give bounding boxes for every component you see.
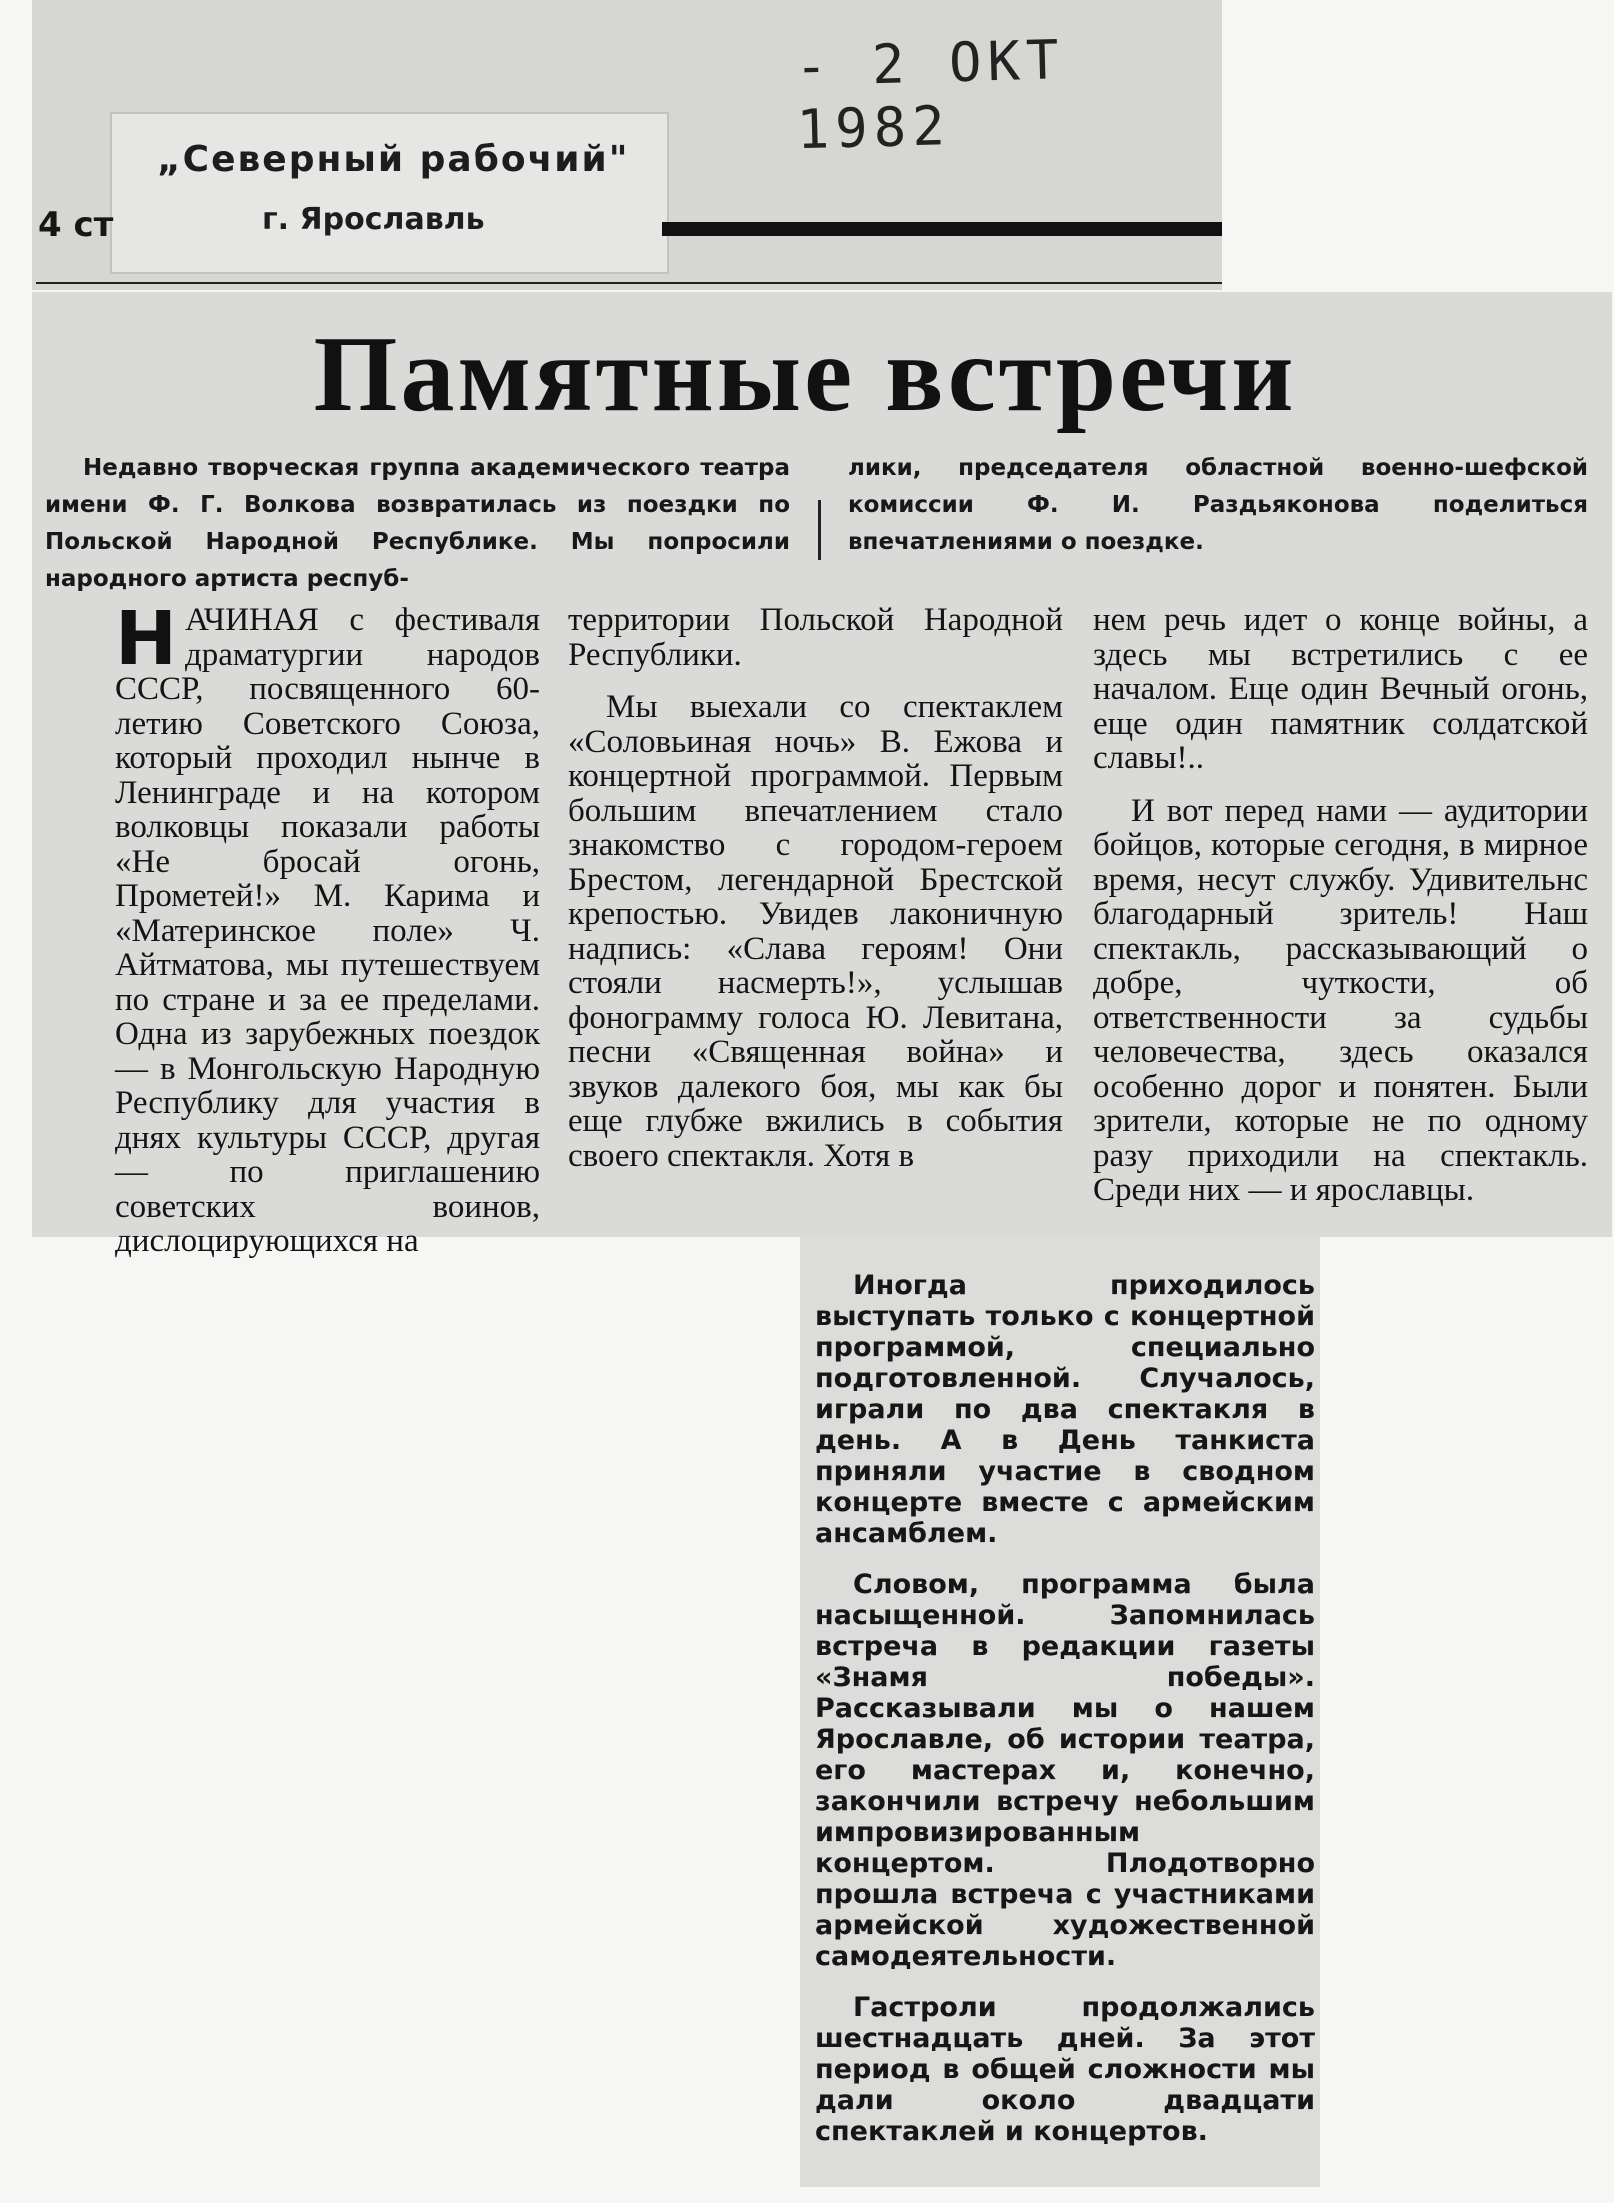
column-3-paragraph-2: И вот перед нами — аудитории бойцов, которые сегодня, в мирное время, несут службу. Удивительнс благодарный зритель! Наш спектакль, рассказывающий о добре, чуткости, об ответственности за судьбы человечества, здесь оказался особенно дорог и понятен. Были зрители, которые не по одному разу приходили на спектакль. Среди них — и ярославцы. xyxy=(1093,792,1588,1208)
article-continuation-column xyxy=(815,1270,1315,2147)
column-1-text: АЧИНАЯ с фестиваля драматургии народов СССР, посвященного 60-летию Советского Союза, который проходил нынче в Ленинграде и на котором волковцы показали работы «Не бросай огонь, Прометей!» М. Карима и «Материнское поле» Ч. Айтматова, мы путешествуем по стране и за ее пределами. Одна из зарубежных поездок — в Монгольскую Народную Республику для участия в днях культуры СССР, другая — по приглашению советских воинов, дислоцирующихся на xyxy=(115,602,540,1259)
column-2-paragraph-2: Мы выехали со спектаклем «Соловьиная ночь» В. Ежова и концертной программой. Первым большим впечатлением стало знакомство с городом-героем Брестом, легендарной Брестской крепостью. Увидев лаконичную надпись: «Слава героям! Они стояли насмерть!», услышав фонограмму голоса Ю. Левитана, песни «Священная война» и звуков далекого боя, мы как бы еще глубже вжились в события своего спектакля. Хотя в xyxy=(568,689,1063,1174)
newspaper-stamp xyxy=(110,112,669,274)
stamp-city: г. Ярославль xyxy=(262,202,485,237)
continuation-paragraph-1: Иногда приходилось выступать только с концертной программой, специально подготовленной. Случалось, играли по два спектакля в день. А в День танкиста приняли участие в сводном концерте вместе с армейским ансамблем. xyxy=(815,1270,1315,1549)
header-rule-thin xyxy=(36,282,1222,284)
article-column-1 xyxy=(115,596,540,1259)
column-1-paragraph xyxy=(115,596,540,1259)
article-column-2 xyxy=(568,603,1063,1173)
column-3-paragraph-1: нем речь идет о конце войны, а здесь мы встретились с ее началом. Еще один Вечный огонь, еще один памятник солдатской славы!.. xyxy=(1093,602,1588,776)
lead-paragraph-right: лики, председателя областной военно-шефской комиссии Ф. И. Раздьяконова поделиться впечатлениями о поездке. xyxy=(848,455,1588,555)
stamp-newspaper-name: „Северный рабочий" xyxy=(157,139,630,180)
continuation-paragraph-3: Гастроли продолжались шестнадцать дней. За этот период в общей сложности мы дали около двадцати спектаклей и концертов. xyxy=(815,1992,1315,2147)
article-column-3 xyxy=(1093,603,1588,1208)
date-stamp: - 2 ОКТ 1982 xyxy=(794,28,1066,162)
article-headline: Памятные встречи xyxy=(313,315,1297,434)
lead-paragraph-left: Недавно творческая группа академического театра имени Ф. Г. Волкова возвратилась из поездки по Польской Народной Республике. Мы попросили народного артиста респуб- xyxy=(45,455,790,592)
column-2-paragraph-1: территории Польской Народной Республики. xyxy=(568,602,1063,673)
drop-cap: Н xyxy=(115,596,177,682)
continuation-paragraph-2: Словом, программа была насыщенной. Запомнилась встреча в редакции газеты «Знамя победы». Рассказывали мы о нашем Ярославле, об истории театра, его мастерах и, конечно, закончили встречу небольшим импровизированным концертом. Плодотворно прошла встреча с участниками армейской художественной самодеятельности. xyxy=(815,1569,1315,1972)
header-rule-thick xyxy=(662,222,1222,236)
page-number: 4 ст xyxy=(38,205,114,245)
lead-divider xyxy=(818,500,821,560)
